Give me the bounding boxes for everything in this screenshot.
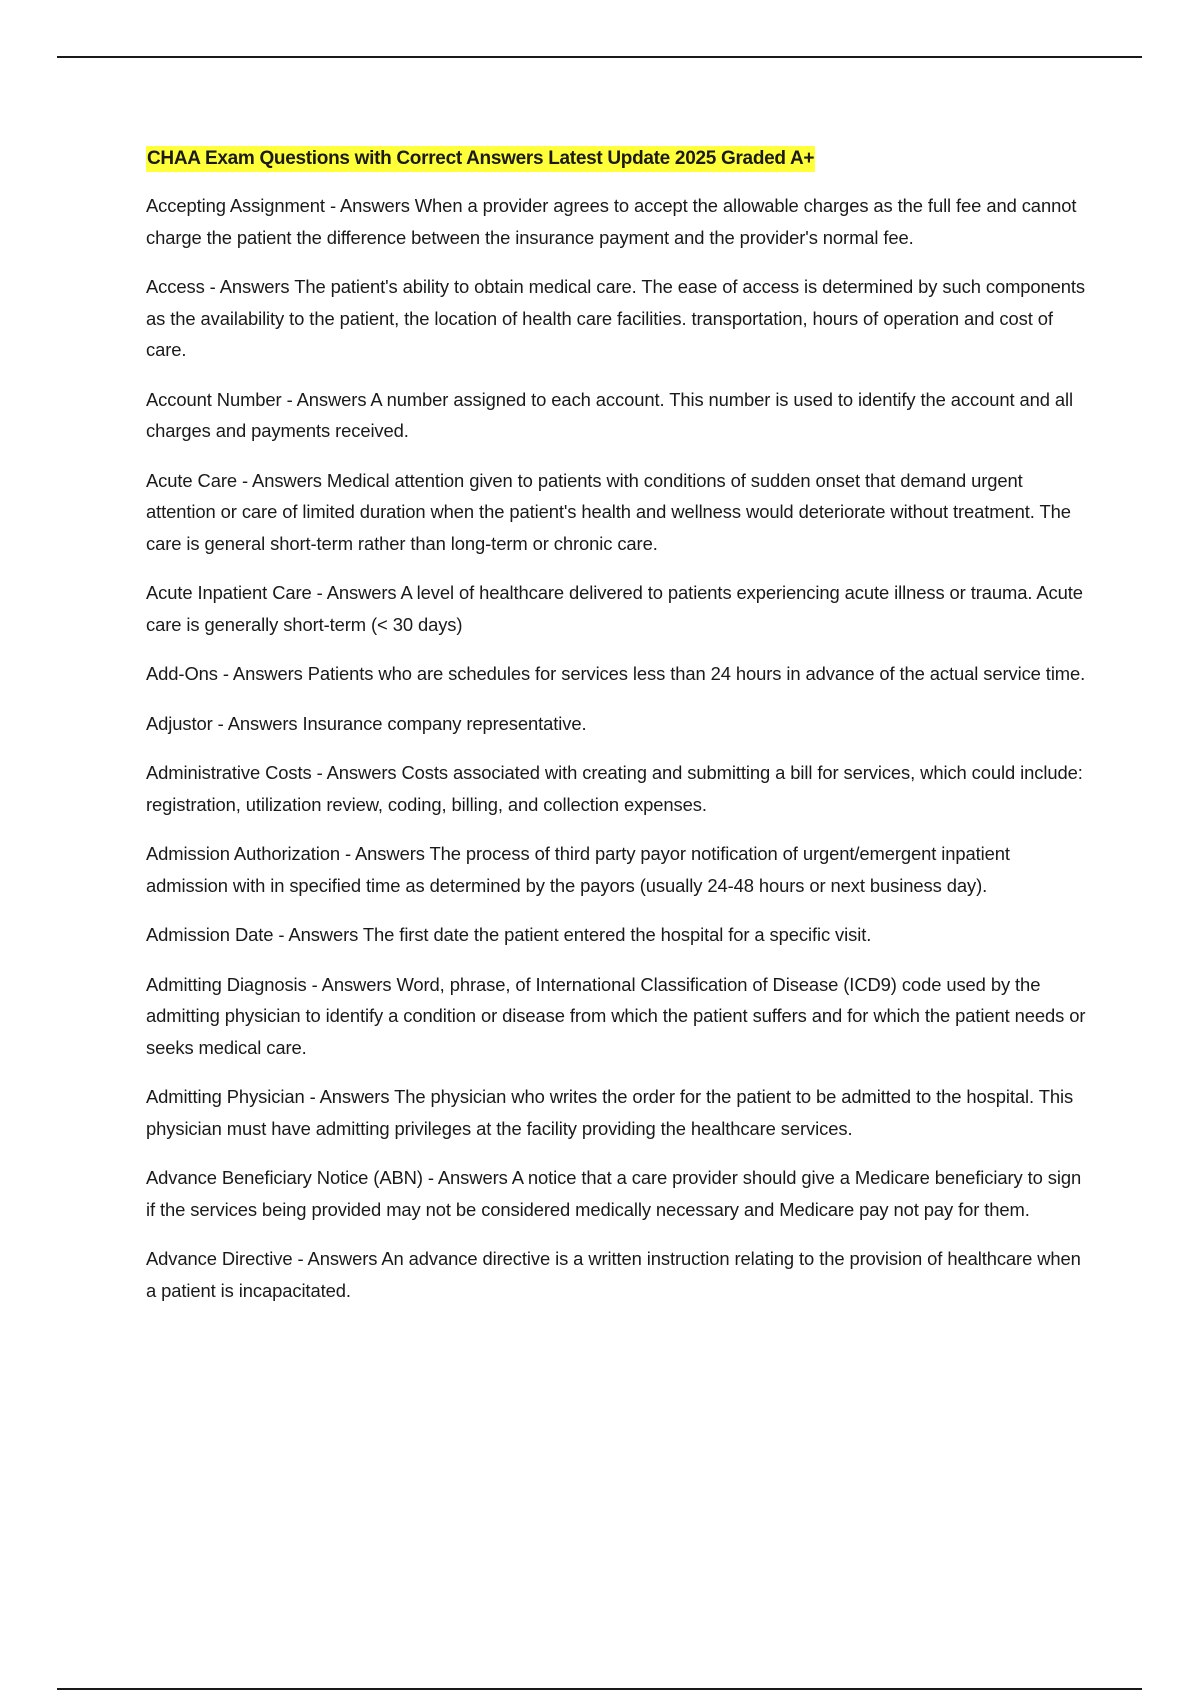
glossary-entry: Accepting Assignment - Answers When a provider agrees to accept the allowable charges as the full fee and cannot charge the patient the difference between the insurance payment and the provider's normal fee. (146, 195, 1077, 248)
document-body (146, 146, 1091, 1324)
glossary-entry: Acute Inpatient Care - Answers A level of healthcare delivered to patients experiencing acute illness or trauma. Acute care is generally short-term (< 30 days) (146, 582, 1083, 635)
glossary-entry: Admitting Physician - Answers The physician who writes the order for the patient to be admitted to the hospital. This physician must have admitting privileges at the facility providing the healthcare services. (146, 1086, 1074, 1139)
glossary-entry: Add-Ons - Answers Patients who are schedules for services less than 24 hours in advance of the actual service time. (146, 663, 1086, 684)
glossary-entry: Admitting Diagnosis - Answers Word, phrase, of International Classification of Disease (ICD9) code used by the admitting physician to identify a condition or disease from which the patient suffers and for which the patient needs or seeks medical care. (146, 973, 1086, 1058)
bottom-rule (57, 1688, 1142, 1690)
document-title: CHAA Exam Questions with Correct Answers Latest Update 2025 Graded A+ (146, 146, 815, 172)
top-rule (57, 56, 1142, 58)
glossary-entry: Advance Directive - Answers An advance directive is a written instruction relating to the provision of healthcare when a patient is incapacitated. (146, 1248, 1081, 1301)
glossary-entry: Admission Date - Answers The first date the patient entered the hospital for a specific visit. (146, 924, 872, 945)
glossary-entry: Adjustor - Answers Insurance company representative. (146, 712, 587, 734)
glossary-entry: Acute Care - Answers Medical attention given to patients with conditions of sudden onset that demand urgent attention or care of limited duration when the patient's health and wellness would deteriorate without treatment. The care is general short-term rather than long-term or chronic care. (146, 469, 1071, 554)
glossary-entry: Admission Authorization - Answers The process of third party payor notification of urgent/emergent inpatient admission with in specified time as determined by the payors (usually 24-48 hours or next business day). (146, 843, 1010, 896)
glossary-entry: Administrative Costs - Answers Costs associated with creating and submitting a bill for services, which could include: registration, utilization review, coding, billing, and collection expenses. (146, 762, 1083, 815)
glossary-entry: Access - Answers The patient's ability to obtain medical care. The ease of access is determined by such components as the availability to the patient, the location of health care facilities. transportation, hours of operation and cost of care. (146, 276, 1086, 360)
glossary-entry: Advance Beneficiary Notice (ABN) - Answers A notice that a care provider should give a Medicare beneficiary to sign if the services being provided may not be considered medically necessary and Medicare pay not pay for them. (146, 1167, 1082, 1220)
glossary-entry: Account Number - Answers A number assigned to each account. This number is used to identify the account and all charges and payments received. (146, 388, 1074, 441)
